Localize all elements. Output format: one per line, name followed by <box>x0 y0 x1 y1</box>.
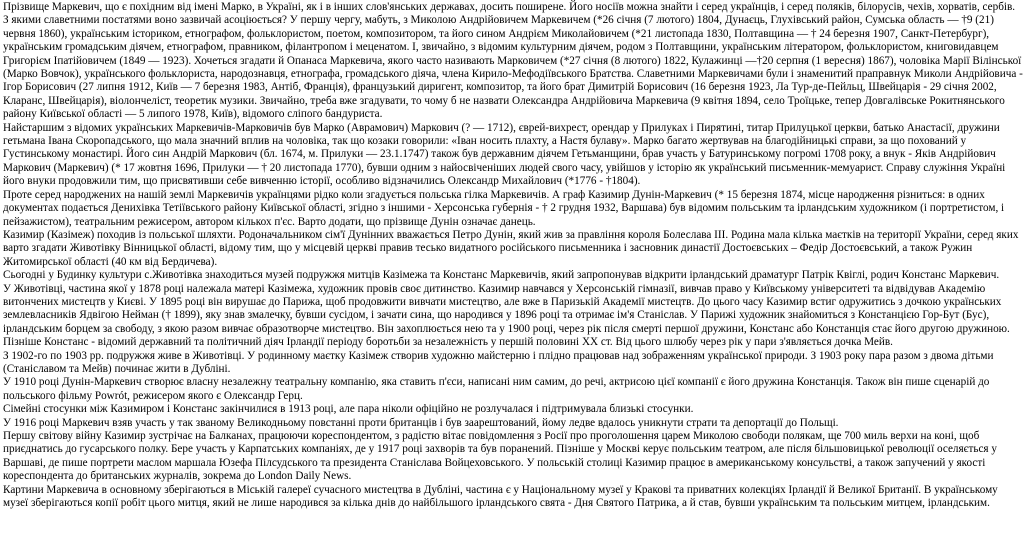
paragraph-museum: Сьогодні у Будинку культури с.Животівка знаходиться музей подружжя митців Казімежа та Констанс Маркевичів, який запропонував відкрити ірландський драматург Патрік Квіглі, родич Констанс Маркевич. <box>3 269 1000 282</box>
paragraph-zhyvotivka-years: З 1902-го по 1903 рр. подружжя живе в Животівці. У родинному маєтку Казімеж створив художню майстерню і плідно працював над зображенням української природи. З 1903 року пара разом з двома дітьми (Станіславом та Мейв) починає жити в Дубліні. <box>3 349 994 375</box>
paragraph-easter-rising: У 1916 році Маркевич взяв участь у так званому Великодньому повстанні проти британців і був заарештований, йому ледве вдалось уникнути страти та депортації до Польщі. <box>3 416 839 429</box>
paragraph-world-war: Першу світову війну Казимир зустрічає на Балканах, працюючи кореспондентом, з радістю вітає повідомлення з Росії про проголошення царем Миколою свободи полякам, ще 700 миль верхи на коні, щоб приєднатись до гусарського полку. Бере участь у Карпатських компаніях, де у 1917 році захворів та був поранений. Пізніше у Москві керує польським театром, але після більшовицької революції оселяється у Варшаві, де пише портрети маслом маршала Юзефа Пілсудського та президента Станіслава Войцеховського. У польській столиці Казимир працює в американському консульстві, а також запучений у якості кореспондента до британських журналів, зокрема до London Daily News. <box>3 430 997 483</box>
paragraph-polish-branch: Проте серед народжених на нашій землі Маркевичів українцями рідко коли згадується польська гілка Маркевичів. А граф Казимир Дунін-Маркевич (* 15 березня 1874, місце народження різниться: в одних документах подається Денихівка Тетіївського району Київської області, згідно з іншими - Херсонська губернія - † 2 грудня 1932, Варшава) був відомим польським та ірландським художником (і портретистом, і пейзажистом), театральним режисером, автором кількох п'єс. Варто додати, що прізвище Дунін означає данець. <box>3 188 1005 228</box>
paragraph-nobility-origin: Казимир (Казімеж) походив із польської шляхти. Родоначальником сім'ї Дунінних вважається Петро Дунін, який жив за правління короля Болеслава ІІІ. Родина мала кілька маєтків на території України, серед яких варто згадати Животівку Вінницької області, відому тим, що у місцевій церкві правив тесько видатного російського письменника і засновник династії Достоєвських – Федір Достоєвський, а також Ружин Житомирської області (40 км від Бердичева). <box>3 228 1019 268</box>
paragraph-oldest-markovych: Найстаршим з відомих українських Маркевичів-Марковичів був Марко (Аврамович) Маркович (? — 1712), єврей-вихрест, орендар у Прилуках і Пирятині, титар Прилуцької церкви, батько Анастасії, дружини гетьмана Івана Скоропадського, що мала значний вплив на чоловіка, так що козаки говорили: «Іван носить плахту, а Настя булаву». Марко багато жертвував на благодійницькі справи, за що похований у Густинському монастирі. Його син Андрій Маркович (бл. 1674, м. Прилуки — 23.1.1747) також був державним діячем Гетьманщини, брав участь у Батуринському погромі 1708 року, а внук - Яків Андрійович Маркович (Маркевич) (* 17 жовтня 1696, Прилуки — † 20 листопада 1770), бувши одним з найосвіченіших людей свого часу, увійшов у історію як український письменник-мемуарист. Справу служіння Україні його внуки продовжили тим, що присвятивши себе вивченню історії, особливо відзначились Олександр Михайлович (*1776 - †1804). <box>3 121 1006 188</box>
paragraph-paintings: Картини Маркевича в основному зберігаються в Міській галереї сучасного мистецтва в Дубліні, частина є у Національному музеї у Кракові та приватних колекціях Ірландії й Великої Британії. В українському музеї зберігаються копії робіт цього митця, який не лише народився за кілька днів до найбільшого ірландського свята - Дня Святого Патрика, а й став, бувши українським та польським митцем, ірландським. <box>3 483 998 510</box>
paragraph-family-relations: Сімейні стосунки між Казимиром і Констанс закінчилися в 1913 році, але пара ніколи офіційно не розлучалася і підтримувала близькі стосунки. <box>3 403 694 416</box>
paragraph-childhood-paris: У Животівці, частина якої у 1878 році належала матері Казімежа, художник провів своє дитинство. Казимир навчався у Херсонській гімназії, вивчав право у Київському університеті та відвідував Академію витончених мистецтв у Києві. У 1895 році він вирушає до Парижа, щоб продовжити вивчати мистецтво, але вже в Паризькій Академії мистецтв. До цього часу Казимир встиг одружитись з дочкою українських землевласників Ядвігою Нейман († 1899), яку знав змалечку, бувши сусідом, і зачати сина, що народився у 1896 році та отримає ім'я Станіслав. У Парижі художник знайомиться з Констанцією Гор-Бут (Бус), ірландським борцем за свободу, з якою разом вивчає образотворче мистецтво. Він захоплюється нею та у 1900 році, через рік після смерті першої дружини, Констанс або Констанція стає його другою дружиною. Пізніше Констанс - відомий державний та політичний діяч Ірландії періоду боротьби за незалежність у першій половині ХХ ст. Від цього шлюбу через рік у пари з'являється дочка Мейв. <box>3 282 1010 349</box>
paragraph-surname-intro: Прізвище Маркевич, що є похідним від імені Марко, в Україні, як і в інших слов'янських державах, досить поширене. Його носіїв можна знайти і серед українців, і серед поляків, білорусів, чехів, хорватів, сербів. З якими славетними постатями воно зазвичай асоціюється? У першу чергу, мабуть, з Миколою Андрійовичем Маркевичем (*26 січня (7 лютого) 1804, Дунаєць, Глухівський район, Сумська область — †9 (21) червня 1860), українським істориком, етнографом, фольклористом, поетом, композитором, та його сином Андрієм Миколайовичем (*21 листопада 1830, Полтавщина — † 24 березня 1907, Санкт-Петербург), українським громадським діячем, етнографом, правником, філантропом і меценатом. І, звичайно, з відомим культурним діячем, родом з Полтавщини, українським літератором, фольклористом, книговидавцем Григорієм Іпатійовичем (1849 — 1923). Хочеться згадати й Опанаса Маркевича, якого часто називають Марковичем (*27 січня (8 лютого) 1822, Кулажинці —†20 серпня (1 вересня) 1867), чоловіка Марії Вілінської (Марко Вовчок), українського фольклориста, народознавця, етнографа, громадського діяча, члена Кирило-Мефодіївського Братства. Славетними Маркевичами були і знаменитий праправнук Миколи Андрійовича - Ігор Борисович (27 липня 1912, Київ — 7 березня 1983, Антіб, Франція), французький диригент, композитор, та його брат Димитрій Борисович (16 березня 1923, Ла Тур-де-Пейльц, Швейцарія - 29 січня 2002, Кларанс, Швейцарія), віолончеліст, теоретик музики. Звичайно, треба вже згадувати, то чому б не назвати Олександра Андрійовича Маркевича (9 квітня 1894, село Троїцьке, тепер Довгалівське Рокитнянського району Київської області — 5 липого 1978, Київ), відомого сліпого бандуриста. <box>3 1 1023 121</box>
paragraph-theatre-company: У 1910 році Дунін-Маркевич створює власну незалежну театральну компанію, яка ставить п'єси, написані ним самим, до речі, актрисою цієї компанії є його дружина Констанція. Також він пише сценарій до польського фільму Powrót, режисером якого є Олександр Герц. <box>3 376 990 402</box>
